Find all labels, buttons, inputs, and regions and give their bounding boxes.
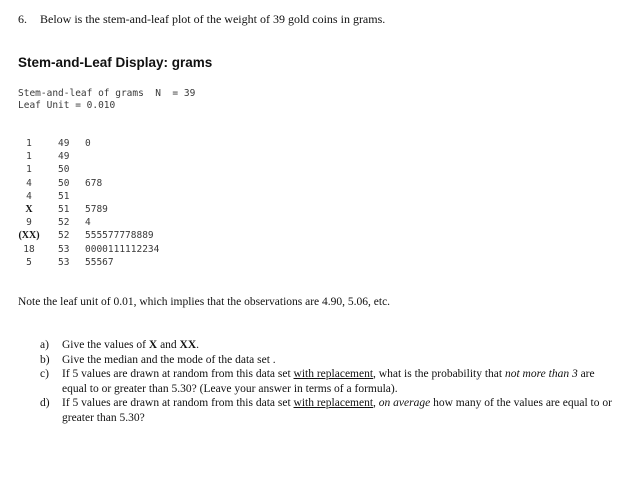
row-stem: 52 <box>58 217 70 229</box>
row-stem: 53 <box>58 243 70 255</box>
row-depth: 5 <box>26 256 32 268</box>
row-stem: 51 <box>58 190 70 202</box>
part-d-text1: If 5 values are drawn at random from this data set <box>62 397 294 410</box>
stem-leaf-header: Stem-and-leaf of grams N = 39 <box>18 88 196 99</box>
row-depth: X <box>25 203 33 215</box>
part-b-text: Give the median and the mode of the data set . <box>62 353 276 366</box>
part-d-text2: , <box>373 397 379 410</box>
row-depth: (XX) <box>18 230 40 242</box>
row-stem: 50 <box>58 177 70 189</box>
row-depth: 9 <box>26 217 32 229</box>
row-depth: 1 <box>26 164 32 176</box>
row-leaves: 0 <box>85 138 91 149</box>
part-c-italic: not more than 3 <box>504 368 578 381</box>
row-stem: 53 <box>58 256 70 268</box>
part-c-text2: , what is the probability that <box>373 368 505 381</box>
part-c-text3: are equal to or greater than 5.30? (Leave your answer in terms of a formula). <box>62 368 595 395</box>
row-depth: 4 <box>26 190 32 202</box>
part-d-text3: how many of the values are equal to or greater than 5.30? <box>62 397 612 424</box>
question-text: Below is the stem-and-leaf plot of the weight of 39 gold coins in grams. <box>40 12 386 26</box>
part-letter: c) <box>40 368 49 381</box>
part-d <box>40 396 615 425</box>
row-stem: 51 <box>58 203 70 215</box>
row-leaves: 4 <box>85 217 91 229</box>
row-leaves: 555577778889 <box>85 230 154 242</box>
row-depth: 4 <box>26 177 32 189</box>
part-a-xx: XX <box>179 339 197 351</box>
row-depth: 18 <box>23 243 35 255</box>
part-d-italic: on average <box>378 397 431 410</box>
part-c-text1: If 5 values are drawn at random from this data set <box>62 368 294 381</box>
question-number: 6. <box>18 12 27 26</box>
part-letter: d) <box>40 397 50 410</box>
part-a-and: and <box>157 339 180 351</box>
display-title: Stem-and-Leaf Display: grams <box>18 55 213 70</box>
row-stem: 49 <box>58 138 70 149</box>
part-c-underline: with replacement <box>293 368 374 381</box>
row-leaves: 55567 <box>85 256 114 268</box>
question-header <box>18 12 385 27</box>
part-a-end: . <box>196 339 200 351</box>
row-leaves: 678 <box>85 177 103 189</box>
note-text: Note the leaf unit of 0.01, which implies that the observations are 4.90, 5.06, etc. <box>18 296 391 308</box>
part-letter: a) <box>40 339 49 351</box>
part-a-x: X <box>148 339 158 351</box>
part-a-text: Give the values of <box>62 339 149 351</box>
row-depth: 1 <box>26 138 32 149</box>
row-stem: 49 <box>58 151 70 163</box>
row-stem: 52 <box>58 230 70 242</box>
row-stem: 50 <box>58 164 70 176</box>
row-leaves: 0000111112234 <box>85 243 160 255</box>
part-c <box>40 367 615 396</box>
row-leaves: 5789 <box>85 203 108 215</box>
part-a <box>40 338 615 353</box>
row-depth: 1 <box>26 151 32 163</box>
leaf-unit-line: Leaf Unit = 0.010 <box>18 100 116 111</box>
question-parts <box>40 338 615 426</box>
part-letter: b) <box>40 353 50 366</box>
part-b <box>40 353 615 368</box>
part-d-underline: with replacement <box>293 397 374 410</box>
